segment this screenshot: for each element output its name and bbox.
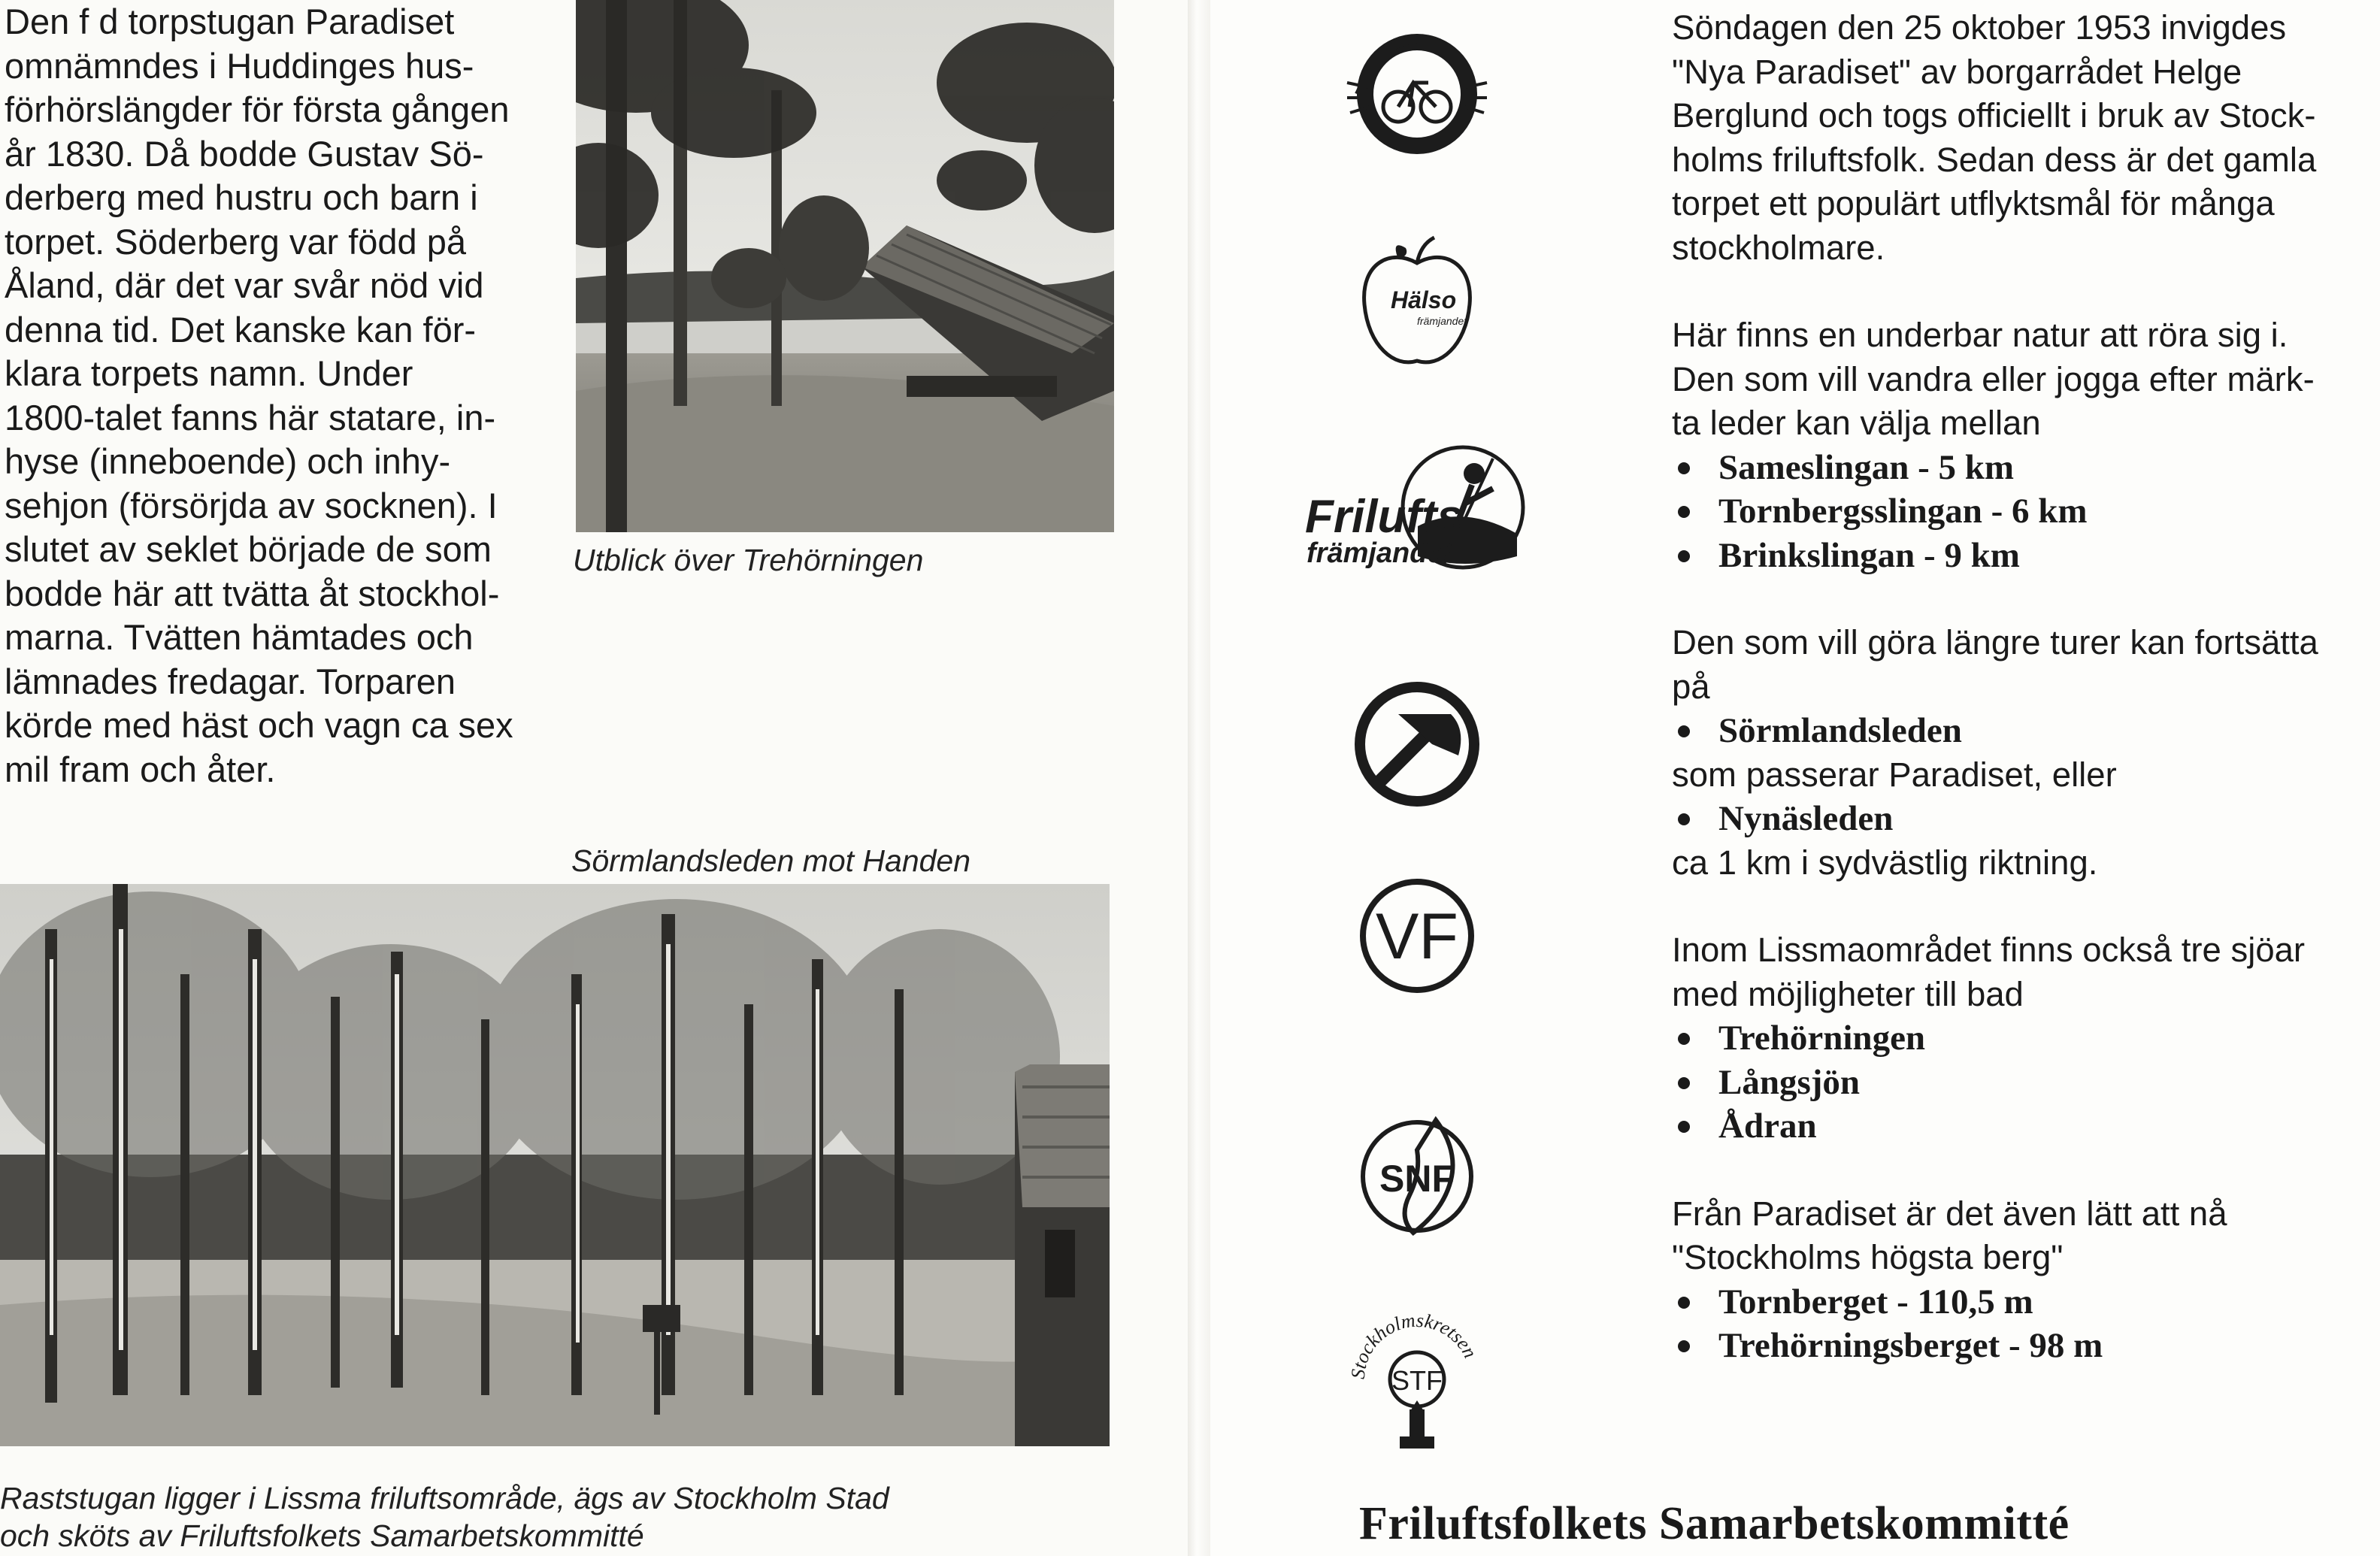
nature-line: Den som vill vandra eller jogga efter märk- [1672,359,2315,398]
history-text [5,0,535,792]
story-line: omnämndes i Huddinges hus- [5,45,474,86]
trail-list [1672,446,2380,578]
lakes-section [1672,928,2380,1149]
page-fold [1188,0,1210,1556]
info-column [1672,6,2380,1412]
stf-logo-text: STF [1391,1365,1443,1396]
lakes-line: med möjligheter till bad [1672,974,2024,1013]
list-item: Ådran [1672,1104,2380,1149]
left-page [0,0,1188,1556]
story-line: körde med häst och vagn ca sex [5,705,513,745]
lake-photo-caption: Utblick över Trehörningen [573,543,924,577]
halso-logo-subtext: främjandet [1417,315,1467,327]
nature-line: ta leder kan välja mellan [1672,404,2041,442]
intro-line: Söndagen den 25 oktober 1953 invigdes [1672,8,2287,47]
story-line: bodde här att tvätta åt stockhol- [5,573,500,613]
list-item: Tornberget - 110,5 m [1672,1280,2380,1324]
right-page [1210,0,2380,1556]
story-line: marna. Tvätten hämtades och [5,617,474,657]
stf-arc-text: Stockholmskretsen [1346,1309,1482,1380]
list-item: Trehörningsberget - 98 m [1672,1324,2380,1368]
peaks-line: Från Paradiset är det även lätt att nå [1672,1194,2227,1233]
lake-view-photo [576,0,1114,532]
peak-list [1672,1280,2380,1368]
story-line: denna tid. Det kanske kan för- [5,309,477,350]
snf-logo-text: SNF [1379,1158,1455,1200]
peaks-line: "Stockholms högsta berg" [1672,1238,2064,1276]
story-line: förhörslängder för första gången [5,89,510,129]
story-line: 1800-talet fanns här statare, in- [5,397,496,437]
cabin-photo-caption [0,1479,1128,1554]
list-item: Sameslingan - 5 km [1672,446,2380,490]
story-line: lämnades fredagar. Torparen [5,661,456,701]
list-item: Trehörningen [1672,1016,2380,1061]
intro-line: holms friluftsfolk. Sedan dess är det gamla [1672,140,2317,179]
halsoframjandet-logo [1346,233,1488,376]
lake-list [1672,1016,2380,1149]
stf-logo [1346,1297,1488,1455]
intro-line: stockholmare. [1672,228,1885,267]
list-item: Nynäsleden [1672,797,2380,841]
story-line: år 1830. Då bodde Gustav Sö- [5,133,484,174]
list-item: Långsjön [1672,1061,2380,1105]
frilufts-logo-subtext: främjandet [1307,537,1453,569]
lakes-line: Inom Lissmaområdet finns också tre sjöar [1672,931,2306,969]
story-line: hyse (inneboende) och inhy- [5,441,451,481]
story-line: slutet av seklet började de som [5,529,492,569]
forest-cabin-photo [0,884,1110,1446]
story-line: sehjon (försörjda av socknen). I [5,485,498,525]
longer-line: Den som vill göra längre turer kan fortsätta [1672,623,2318,661]
intro-line: Berglund och togs officiellt i bruk av Stock- [1672,96,2316,135]
list-item: Tornbergsslingan - 6 km [1672,489,2380,534]
intro-line: "Nya Paradiset" av borgarrådet Helge [1672,52,2242,91]
longer-line: på [1672,667,1710,706]
list-item: Brinkslingan - 9 km [1672,534,2380,578]
snf-logo [1346,1105,1488,1248]
friluftsframjandet-logo [1305,443,1531,579]
intro-paragraph [1672,6,2380,270]
intro-line: torpet ett populärt utflyktsmål för många [1672,184,2275,223]
cabin-caption-line1: Raststugan ligger i Lissma friluftsområde, ägs av Stockholm Stad [0,1481,889,1515]
frilufts-logo-text: Frilufts [1305,491,1464,543]
story-line: torpet. Söderberg var född på [5,221,467,262]
trails-section [1672,313,2380,577]
story-line: Den f d torpstugan Paradiset [5,2,455,41]
nature-line: Här finns en underbar natur att röra sig i. [1672,316,2288,354]
halso-logo-text: Hälso [1391,286,1457,313]
story-line: Åland, där det var svår nöd vid [5,265,484,305]
committee-title: Friluftsfolkets Samarbetskommitté [1359,1498,2070,1549]
vf-logo-text: VF [1376,901,1458,973]
cycling-club-logo [1346,23,1488,165]
passes-text: som passerar Paradiset, eller [1672,755,2117,794]
story-line: derberg med hustru och barn i [5,177,478,217]
list-item: Sörmlandsleden [1672,709,2380,753]
peaks-section [1672,1192,2380,1368]
distance-text: ca 1 km i sydvästlig riktning. [1672,843,2098,882]
trail-photo-caption: Sörmlandsleden mot Handen [571,843,971,878]
hammer-logo [1346,673,1488,816]
vf-logo [1346,864,1488,1007]
long-trail-list-2 [1672,797,2380,841]
longer-trails-section [1672,621,2380,885]
long-trail-list [1672,709,2380,753]
story-line: mil fram och åter. [5,749,276,789]
story-line: klara torpets namn. Under [5,353,413,393]
cabin-caption-line2: och sköts av Friluftsfolkets Samarbetskommitté [0,1518,644,1553]
